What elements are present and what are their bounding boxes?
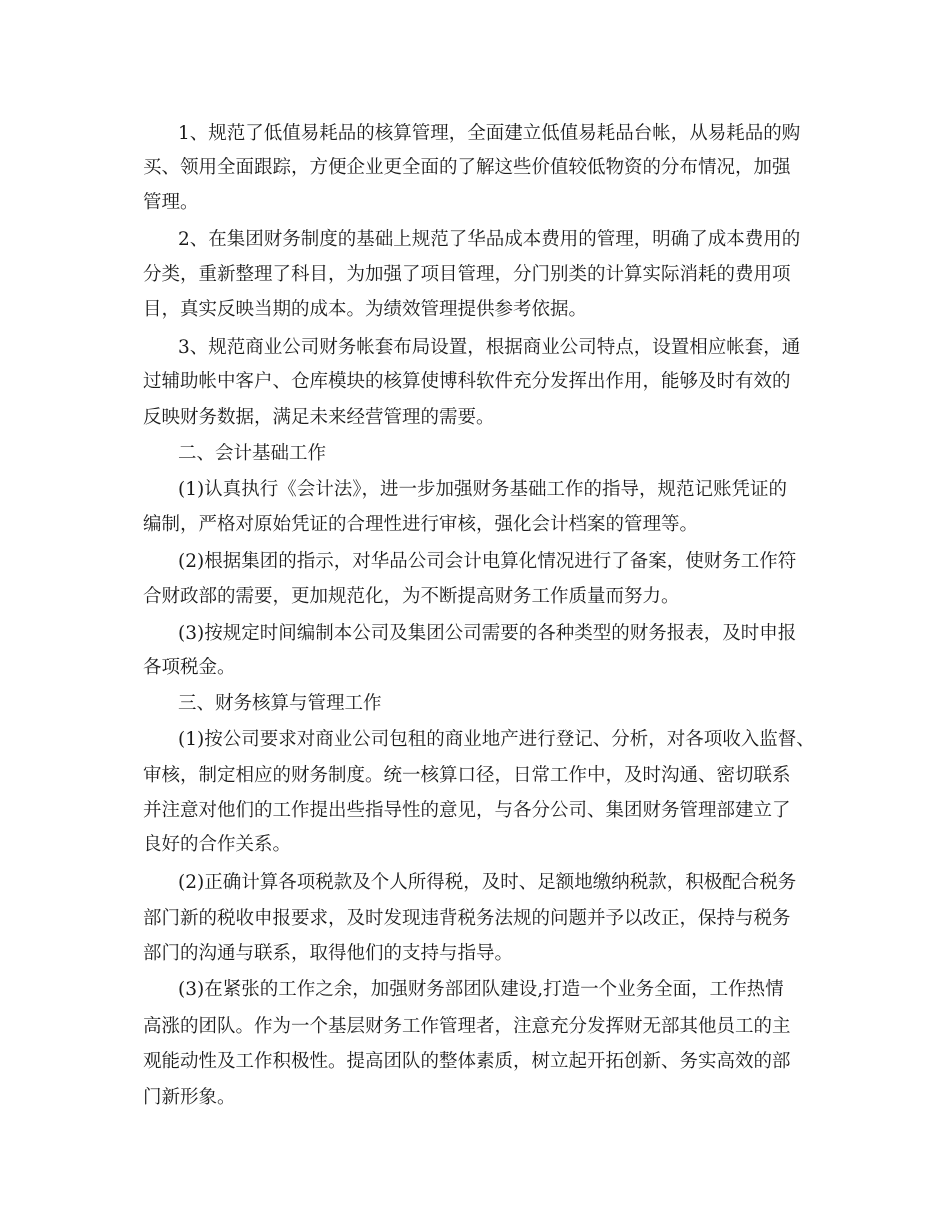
text-line: 目，真实反映当期的成本。为绩效管理提供参考依据。	[143, 299, 588, 320]
text-line: 编制，严格对原始凭证的合理性进行审核，强化会计档案的管理等。	[143, 514, 699, 535]
text-line: 部门新的税收申报要求，及时发现违背税务法规的问题并予以改正，保持与税务	[143, 908, 791, 929]
text-line: 观能动性及工作积极性。提高团队的整体素质，树立起开拓创新、务实高效的部	[143, 1051, 791, 1072]
text-line: 审核，制定相应的财务制度。统一核算口径，日常工作中，及时沟通、密切联系	[143, 765, 791, 786]
text-line: 过辅助帐中客户、仓库模块的核算使博科软件充分发挥出作用，能够及时有效的	[143, 371, 791, 392]
text-line: 3、规范商业公司财务帐套布局设置，根据商业公司特点，设置相应帐套，通	[178, 337, 801, 358]
text-line: 1、规范了低值易耗品的核算管理，全面建立低值易耗品台帐，从易耗品的购	[178, 123, 801, 144]
text-line: 并注意对他们的工作提出些指导性的意见，与各分公司、集团财务管理部建立了	[143, 800, 791, 821]
text-line: (1)认真执行《会计法》，进一步加强财务基础工作的指导，规范记账凭证的	[178, 479, 787, 500]
text-line: 2、在集团财务制度的基础上规范了华品成本费用的管理，明确了成本费用的	[178, 229, 801, 250]
text-line: (2)根据集团的指示，对华品公司会计电算化情况进行了备案，使财务工作符	[178, 551, 797, 572]
text-line: 部门的沟通与联系，取得他们的支持与指导。	[143, 943, 514, 964]
text-line: (3)在紧张的工作之余，加强财务部团队建设,打造一个业务全面，工作热情	[178, 979, 784, 1000]
section-heading: 三、财务核算与管理工作	[178, 693, 382, 714]
text-line: 各项税金。	[143, 657, 236, 678]
text-line: (2)正确计算各项税款及个人所得税，及时、足额地缴纳税款，积极配合税务	[178, 872, 797, 893]
text-line: 合财政部的需要，更加规范化，为不断提高财务工作质量而努力。	[143, 586, 680, 607]
text-line: (3)按规定时间编制本公司及集团公司需要的各种类型的财务报表，及时申报	[178, 623, 797, 644]
text-line: 反映财务数据，满足未来经营管理的需要。	[143, 407, 495, 428]
text-line: 买、领用全面跟踪，方便企业更全面的了解这些价值较低物资的分布情况，加强	[143, 157, 791, 178]
text-line: 良好的合作关系。	[143, 834, 292, 855]
text-line: 门新形象。	[143, 1087, 236, 1108]
section-heading: 二、会计基础工作	[178, 443, 327, 464]
text-line: 分类，重新整理了科目，为加强了项目管理，分门别类的计算实际消耗的费用项	[143, 264, 791, 285]
text-line: 高涨的团队。作为一个基层财务工作管理者，注意充分发挥财无部其他员工的主	[143, 1016, 791, 1037]
text-line: 管理。	[143, 192, 199, 213]
text-line: (1)按公司要求对商业公司包租的商业地产进行登记、分析，对各项收入监督、	[178, 729, 815, 750]
